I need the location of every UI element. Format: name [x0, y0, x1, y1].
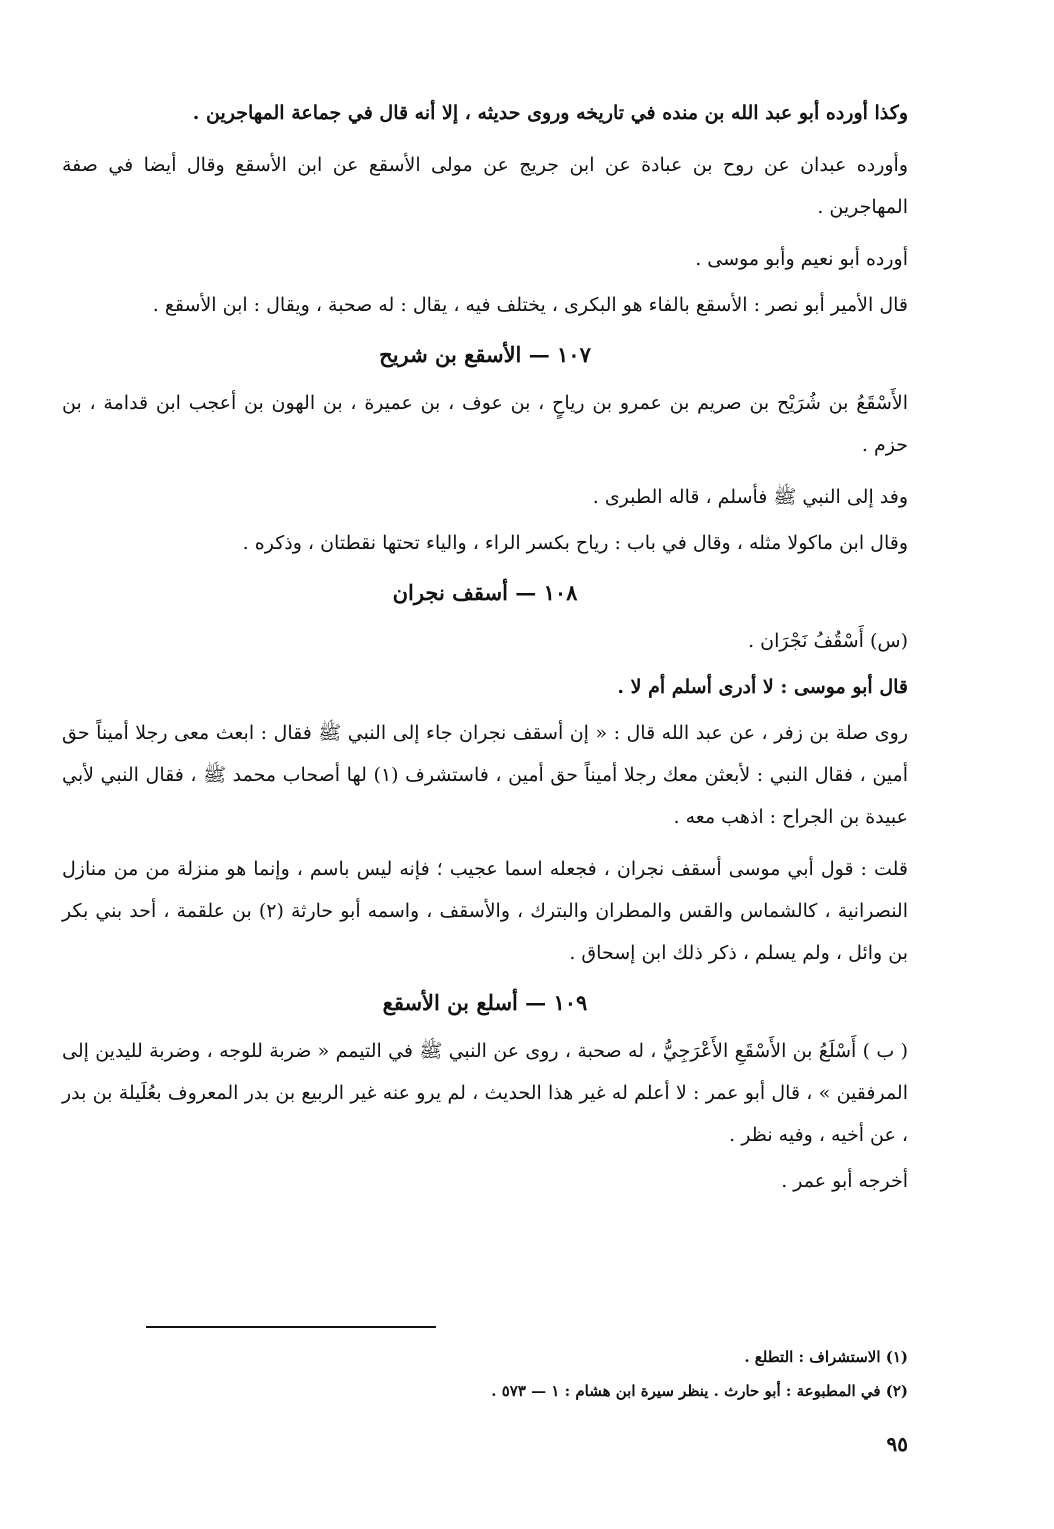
entry-109-paragraph-1: ( ب ) أَسْلَعُ بن الأَسْقَعِ الأَعْرَجِيُّ ، له صحبة ، روى عن النبي ﷺ في التيمم « ضربة للوجه ، وضربة لليدين إلى المرفقين » ، قال أبو عمر : لا أعلم له غير هذا الحديث ، لم يرو عنه غير الربيع بن بدر المعروف بعُلَيلة بن بدر ، عن أخيه ، وفيه نظر .: [62, 1040, 908, 1146]
paragraph-intro-1: وكذا أورده أبو عبد الله بن منده في تاريخه وروى حديثه ، إلا أنه قال في جماعة المهاجرين .: [192, 102, 908, 124]
paragraph-intro-3: أورده أبو نعيم وأبو موسى .: [695, 248, 908, 270]
entry-109-paragraph-2: أخرجه أبو عمر .: [781, 1170, 908, 1192]
entry-108-heading: ١٠٨ — أسقف نجران: [392, 580, 578, 605]
entry-107-paragraph-3: وقال ابن ماكولا مثله ، وقال في باب : رياح بكسر الراء ، والياء تحتها نقطتان ، وذكره .: [242, 532, 908, 554]
entry-108-paragraph-3: روى صلة بن زفر ، عن عبد الله قال : « إن أسقف نجران جاء إلى النبي ﷺ فقال : ابعث معى رجلا أميناً حق أمين ، فقال النبي : لأبعثن معك رجلا أميناً حق أمين ، فاستشرف (١) لها أصحاب محمد ﷺ ، فقال النبي لأبي عبيدة بن الجراح : اذهب معه .: [62, 722, 908, 828]
entry-108-paragraph-2: قال أبو موسى : لا أدرى أسلم أم لا .: [617, 676, 908, 698]
entry-107-paragraph-2: وفد إلى النبي ﷺ فأسلم ، قاله الطبرى .: [592, 486, 908, 508]
footnote-divider: [146, 1326, 436, 1328]
entry-107-heading: ١٠٧ — الأسقع بن شريح: [379, 342, 591, 367]
page-number: ٩٥: [886, 1432, 908, 1456]
entry-108-paragraph-1: (س) أَسْقُفُ نَجْرَان .: [748, 630, 908, 652]
paragraph-intro-2: وأورده عبدان عن روح بن عبادة عن ابن جريج عن مولى الأسقع عن ابن الأسقع وقال أيضا في صفة المهاجرين .: [62, 154, 908, 218]
entry-107-paragraph-1: الأَسْقَعُ بن شُرَيْح بن صريم بن عمرو بن رياحٍ ، بن عوف ، بن عميرة ، بن الهون بن أعجب ابن قدامة ، بن حزم .: [62, 392, 908, 456]
footnotes: [62, 1340, 908, 1408]
entry-108-paragraph-4: قلت : قول أبي موسى أسقف نجران ، فجعله اسما عجيب ؛ فإنه ليس باسم ، وإنما هو منزلة من من منازل النصرانية ، كالشماس والقس والمطران والبترك ، والأسقف ، واسمه أبو حارثة (٢) بن علقمة ، أحد بني بكر بن وائل ، ولم يسلم ، ذكر ذلك ابن إسحاق .: [62, 858, 909, 964]
footnote-2: (٢) في المطبوعة : أبو حارث . ينظر سيرة ابن هشام : ١ — ٥٧٣ .: [491, 1382, 908, 1400]
footnote-1: (١) الاستشراف : التطلع .: [744, 1348, 908, 1366]
paragraph-intro-4: قال الأمير أبو نصر : الأسقع بالفاء هو البكرى ، يختلف فيه ، يقال : له صحبة ، ويقال : ابن الأسقع .: [152, 294, 908, 316]
entry-109-heading: ١٠٩ — أسلع بن الأسقع: [382, 990, 588, 1015]
